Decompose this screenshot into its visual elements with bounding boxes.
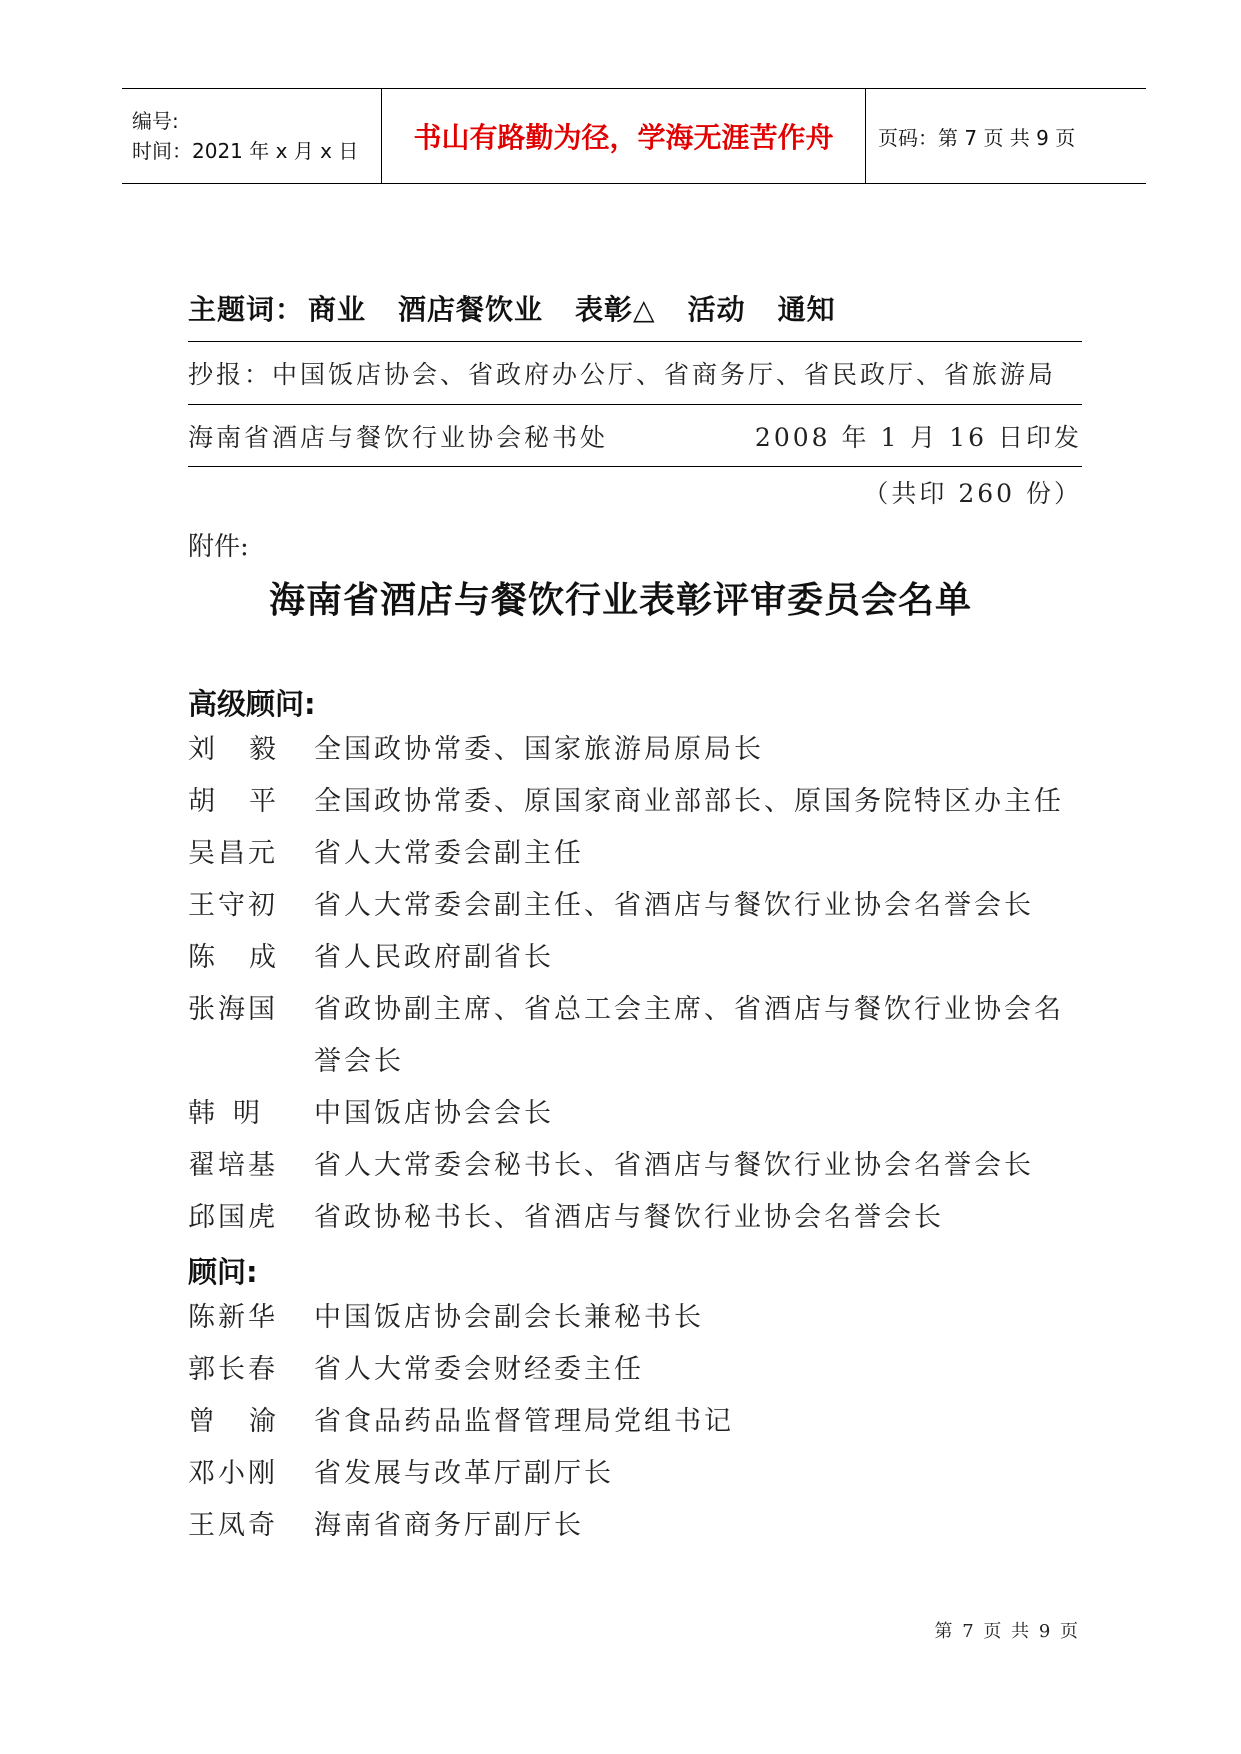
- member-role: 省人大常委会财经委主任: [314, 1354, 644, 1385]
- member-name: 邱国虎: [188, 1202, 278, 1233]
- time-label: 时间：2021 年 x 月 x 日: [132, 139, 359, 163]
- member-role: 省人大常委会副主任、省酒店与餐饮行业协会名誉会长: [314, 890, 1034, 921]
- member-name: 陈成: [188, 942, 310, 973]
- member-name: 刘毅: [188, 734, 310, 765]
- member-name: 王守初: [188, 890, 278, 921]
- divider: [188, 404, 1082, 405]
- issue-date: 2008 年 1 月 16 日印发: [754, 423, 1082, 452]
- list-item: [188, 932, 1088, 984]
- member-name: 曾渝: [188, 1406, 310, 1437]
- issuer-row: [188, 418, 1082, 454]
- subject-term: 通知: [777, 293, 836, 326]
- list-item: [188, 1088, 1088, 1140]
- member-role: 海南省商务厅副厅长: [314, 1510, 584, 1541]
- list-item: [188, 1292, 1088, 1344]
- list-item: [188, 1140, 1088, 1192]
- subject-term: 商业: [308, 293, 367, 326]
- subject-term: 表彰△: [575, 293, 656, 326]
- document-title: 海南省酒店与餐饮行业表彰评审委员会名单: [268, 580, 972, 621]
- list-item: [188, 1344, 1088, 1396]
- list-item: [188, 1448, 1088, 1500]
- subject-term: 活动: [687, 293, 746, 326]
- member-name: 郭长春: [188, 1354, 278, 1385]
- member-role: 省政协秘书长、省酒店与餐饮行业协会名誉会长: [314, 1202, 944, 1233]
- member-role: 中国饭店协会副会长兼秘书长: [314, 1302, 704, 1333]
- divider: [188, 341, 1082, 342]
- print-count: （共印 260 份）: [863, 479, 1082, 508]
- list-item: [188, 1500, 1088, 1552]
- list-item: [188, 984, 1088, 1088]
- member-role: 省人民政府副省长: [314, 942, 554, 973]
- member-role: 省人大常委会秘书长、省酒店与餐饮行业协会名誉会长: [314, 1150, 1034, 1181]
- list-item: [188, 776, 1088, 828]
- subject-line: [188, 288, 868, 328]
- member-name: 韩明: [188, 1098, 278, 1129]
- member-name: 翟培基: [188, 1150, 278, 1181]
- member-role: 全国政协常委、国家旅游局原局长: [314, 734, 764, 765]
- cc-line: 抄报：中国饭店协会、省政府办公厅、省商务厅、省民政厅、省旅游局: [188, 360, 1057, 389]
- senior-advisors-heading: 高级顾问:: [188, 687, 316, 721]
- header-left-cell: [122, 89, 382, 183]
- member-name: 邓小刚: [188, 1458, 278, 1489]
- member-name: 陈新华: [188, 1302, 278, 1333]
- attachment-label: 附件:: [188, 532, 249, 562]
- member-role: 省人大常委会副主任: [314, 838, 584, 869]
- member-name: 吴昌元: [188, 838, 278, 869]
- page-footer: 第 7 页 共 9 页: [934, 1621, 1080, 1642]
- member-role: 省发展与改革厅副厅长: [314, 1458, 614, 1489]
- list-item: [188, 724, 1088, 776]
- member-name: 胡平: [188, 786, 310, 817]
- member-role: 省政协副主席、省总工会主席、省酒店与餐饮行业协会名誉会长: [314, 994, 1064, 1077]
- subject-term: 酒店餐饮业: [398, 293, 544, 326]
- subject-label: 主题词：: [188, 293, 305, 326]
- member-role: 中国饭店协会会长: [314, 1098, 554, 1129]
- list-item: [188, 880, 1088, 932]
- page-header: [122, 88, 1146, 184]
- list-item: [188, 828, 1088, 880]
- member-role: 全国政协常委、原国家商业部部长、原国务院特区办主任: [314, 786, 1064, 817]
- motto: 书山有路勤为径，学海无涯苦作舟: [382, 89, 866, 183]
- list-item: [188, 1396, 1088, 1448]
- advisors-heading: 顾问:: [188, 1255, 258, 1289]
- issuer: 海南省酒店与餐饮行业协会秘书处: [188, 423, 609, 452]
- member-name: 王凤奇: [188, 1510, 278, 1541]
- page-number-label: 页码：第 7 页 共 9 页: [878, 125, 1076, 150]
- member-role: 省食品药品监督管理局党组书记: [314, 1406, 734, 1437]
- list-item: [188, 1192, 1088, 1244]
- divider: [188, 466, 1082, 467]
- number-label: 编号:: [132, 109, 179, 133]
- member-name: 张海国: [188, 994, 278, 1025]
